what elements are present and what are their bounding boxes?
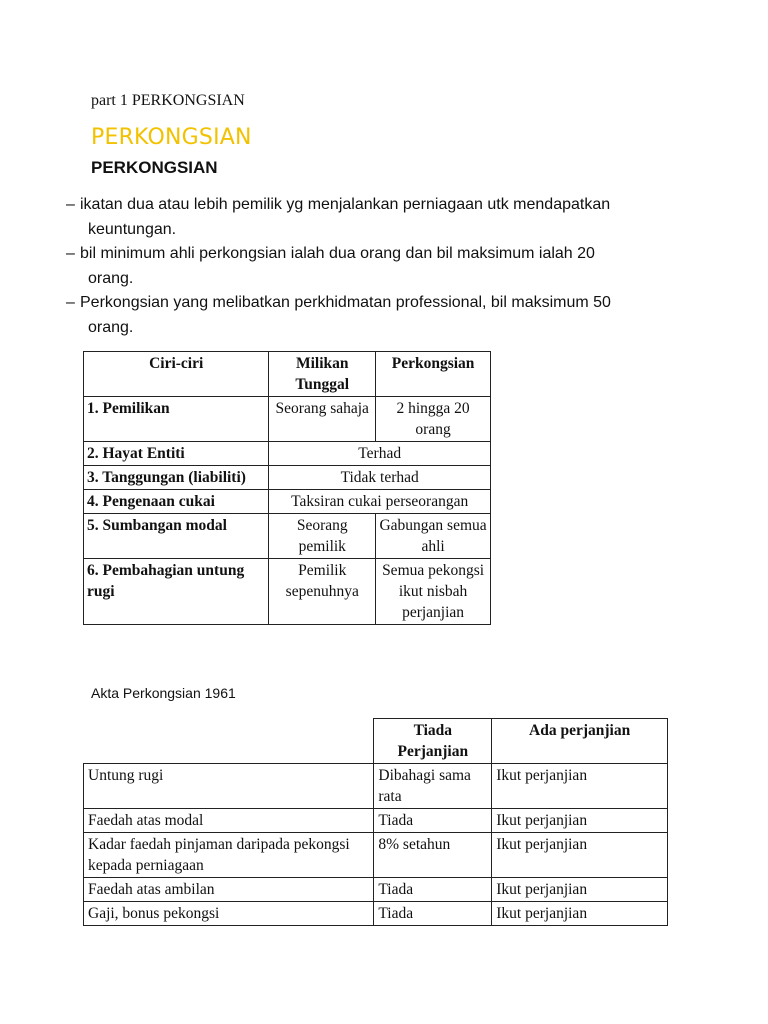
row-label: 4. Pengenaan cukai [84,490,269,514]
part-title: part 1 PERKONGSIAN [91,92,245,109]
row-label: 5. Sumbangan modal [84,514,269,559]
cell: Tiada [374,878,492,902]
cell: Tiada [374,809,492,833]
row-label: 3. Tanggungan (liabiliti) [84,466,269,490]
table-row [84,764,668,809]
table-row [84,902,668,926]
row-label: Untung rugi [84,764,374,809]
table-row [84,466,491,490]
cell: Tiada [374,902,492,926]
akta-title: Akta Perkongsian 1961 [91,685,236,701]
cell: Ikut perjanjian [492,809,668,833]
empty-corner-cell [84,719,374,764]
bullet-text-line: ikatan dua atau lebih pemilik yg menjalankan perniagaan utk mendapatkan [80,196,611,213]
cell: Ikut perjanjian [492,902,668,926]
row-label: Faedah atas ambilan [84,878,374,902]
bullet-dash: – [66,294,75,311]
row-label: Faedah atas modal [84,809,374,833]
row-label: Gaji, bonus pekongsi [84,902,374,926]
bullet-text-line: orang. [88,318,134,336]
bullet-text-line: bil minimum ahli perkongsian ialah dua orang dan bil maksimum ialah 20 [80,245,595,262]
bullet-dash: – [66,245,75,262]
cell: Gabungan semua ahli [376,514,491,559]
table-header-row [84,719,668,764]
cell: Dibahagi sama rata [374,764,492,809]
bullet-text-line: orang. [88,269,134,287]
table-row [84,490,491,514]
bullet-text-line: Perkongsian yang melibatkan perkhidmatan professional, bil maksimum 50 [80,294,611,311]
header-cell: Ada perjanjian [492,719,668,764]
bullet-dash: – [66,196,75,213]
akta-table [83,718,668,926]
table-header-row [84,352,491,397]
table-row [84,809,668,833]
bullet-item [66,242,706,291]
merged-cell: Tidak terhad [269,466,491,490]
section-heading-bold: PERKONGSIAN [91,158,218,177]
header-cell: Perkongsian [376,352,491,397]
cell: Ikut perjanjian [492,764,668,809]
table-row [84,397,491,442]
cell: 2 hingga 20 orang [376,397,491,442]
row-label: 2. Hayat Entiti [84,442,269,466]
table-row [84,514,491,559]
header-cell: Ciri-ciri [84,352,269,397]
section-heading-yellow: PERKONGSIAN [91,125,252,150]
table-row [84,442,491,466]
header-cell: Tiada Perjanjian [374,719,492,764]
comparison-table [83,351,491,625]
cell: Seorang sahaja [269,397,376,442]
cell: Ikut perjanjian [492,833,668,878]
table-row [84,878,668,902]
row-label: Kadar faedah pinjaman daripada pekongsi kepada perniagaan [84,833,374,878]
definition-bullets [66,193,706,340]
row-label: 6. Pembahagian untung rugi [84,559,269,625]
cell: Semua pekongsi ikut nisbah perjanjian [376,559,491,625]
cell: Seorang pemilik [269,514,376,559]
cell: 8% setahun [374,833,492,878]
bullet-item [66,193,706,242]
merged-cell: Taksiran cukai perseorangan [269,490,491,514]
row-label: 1. Pemilikan [84,397,269,442]
table-row [84,833,668,878]
table-row [84,559,491,625]
bullet-text-line: keuntungan. [88,220,177,238]
bullet-item [66,291,706,340]
cell: Ikut perjanjian [492,878,668,902]
header-cell: Milikan Tunggal [269,352,376,397]
cell: Pemilik sepenuhnya [269,559,376,625]
merged-cell: Terhad [269,442,491,466]
